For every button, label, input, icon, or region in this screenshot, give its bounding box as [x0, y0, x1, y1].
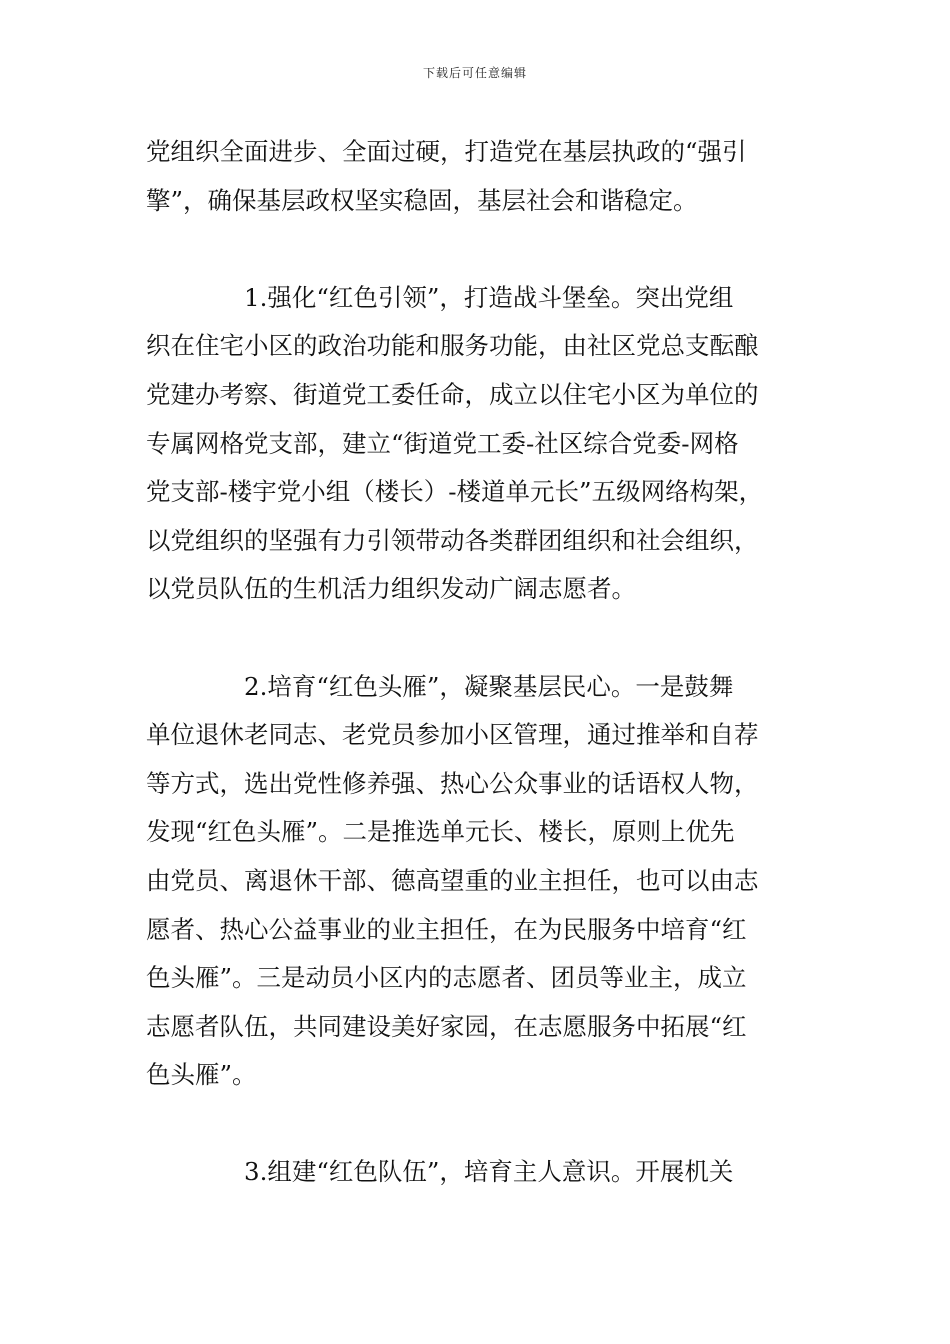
text-line: 由党员、离退休干部、德高望重的业主担任，也可以由志 [146, 865, 759, 895]
text-line: 以党组织的坚强有力引领带动各类群团组织和社会组织， [146, 525, 759, 555]
page-header: 下载后可任意编辑 [422, 66, 527, 80]
text-line: 以党员队伍的生机活力组织发动广阔志愿者。 [146, 574, 636, 604]
text-line-indented: 2.培育“红色头雁”，凝聚基层民心。一是鼓舞 [244, 671, 734, 701]
text-line: 单位退休老同志、老党员参加小区管理，通过推举和自荐 [146, 720, 759, 750]
text-line-indented: 1.强化“红色引领”，打造战斗堡垒。突出党组 [244, 282, 734, 312]
paragraph-red-geese [146, 663, 826, 1100]
text-line: 党支部-楼宇党小组（楼长）-楼道单元长”五级网络构架， [146, 477, 764, 507]
text-line-indented: 3.组建“红色队伍”，培育主人意识。开展机关 [244, 1157, 734, 1187]
paragraph-red-leadership [146, 274, 826, 614]
text-line: 愿者、热心公益事业的业主担任，在为民服务中培育“红 [146, 914, 747, 944]
paragraph-intro [146, 128, 826, 225]
text-line: 色头雁”。 [146, 1060, 257, 1090]
text-line: 党组织全面进步、全面过硬，打造党在基层执政的“强引 [146, 137, 747, 166]
text-line: 色头雁”。三是动员小区内的志愿者、团员等业主，成立 [146, 963, 747, 993]
text-line: 党建办考察、街道党工委任命，成立以住宅小区为单位的 [146, 379, 759, 409]
text-line: 专属网格党支部，建立“街道党工委-社区综合党委-网格 [146, 428, 739, 458]
paragraph-red-team [146, 1148, 826, 1197]
text-line: 志愿者队伍，共同建设美好家园，在志愿服务中拓展“红 [146, 1011, 747, 1041]
document-body [146, 128, 826, 1197]
text-line: 等方式，选出党性修养强、热心公众事业的话语权人物， [146, 768, 759, 798]
text-line: 擎”，确保基层政权坚实稳固，基层社会和谐稳定。 [146, 185, 698, 215]
text-line: 织在住宅小区的政治功能和服务功能，由社区党总支酝酿 [146, 331, 759, 361]
text-line: 发现“红色头雁”。二是推选单元长、楼长，原则上优先 [146, 817, 735, 847]
